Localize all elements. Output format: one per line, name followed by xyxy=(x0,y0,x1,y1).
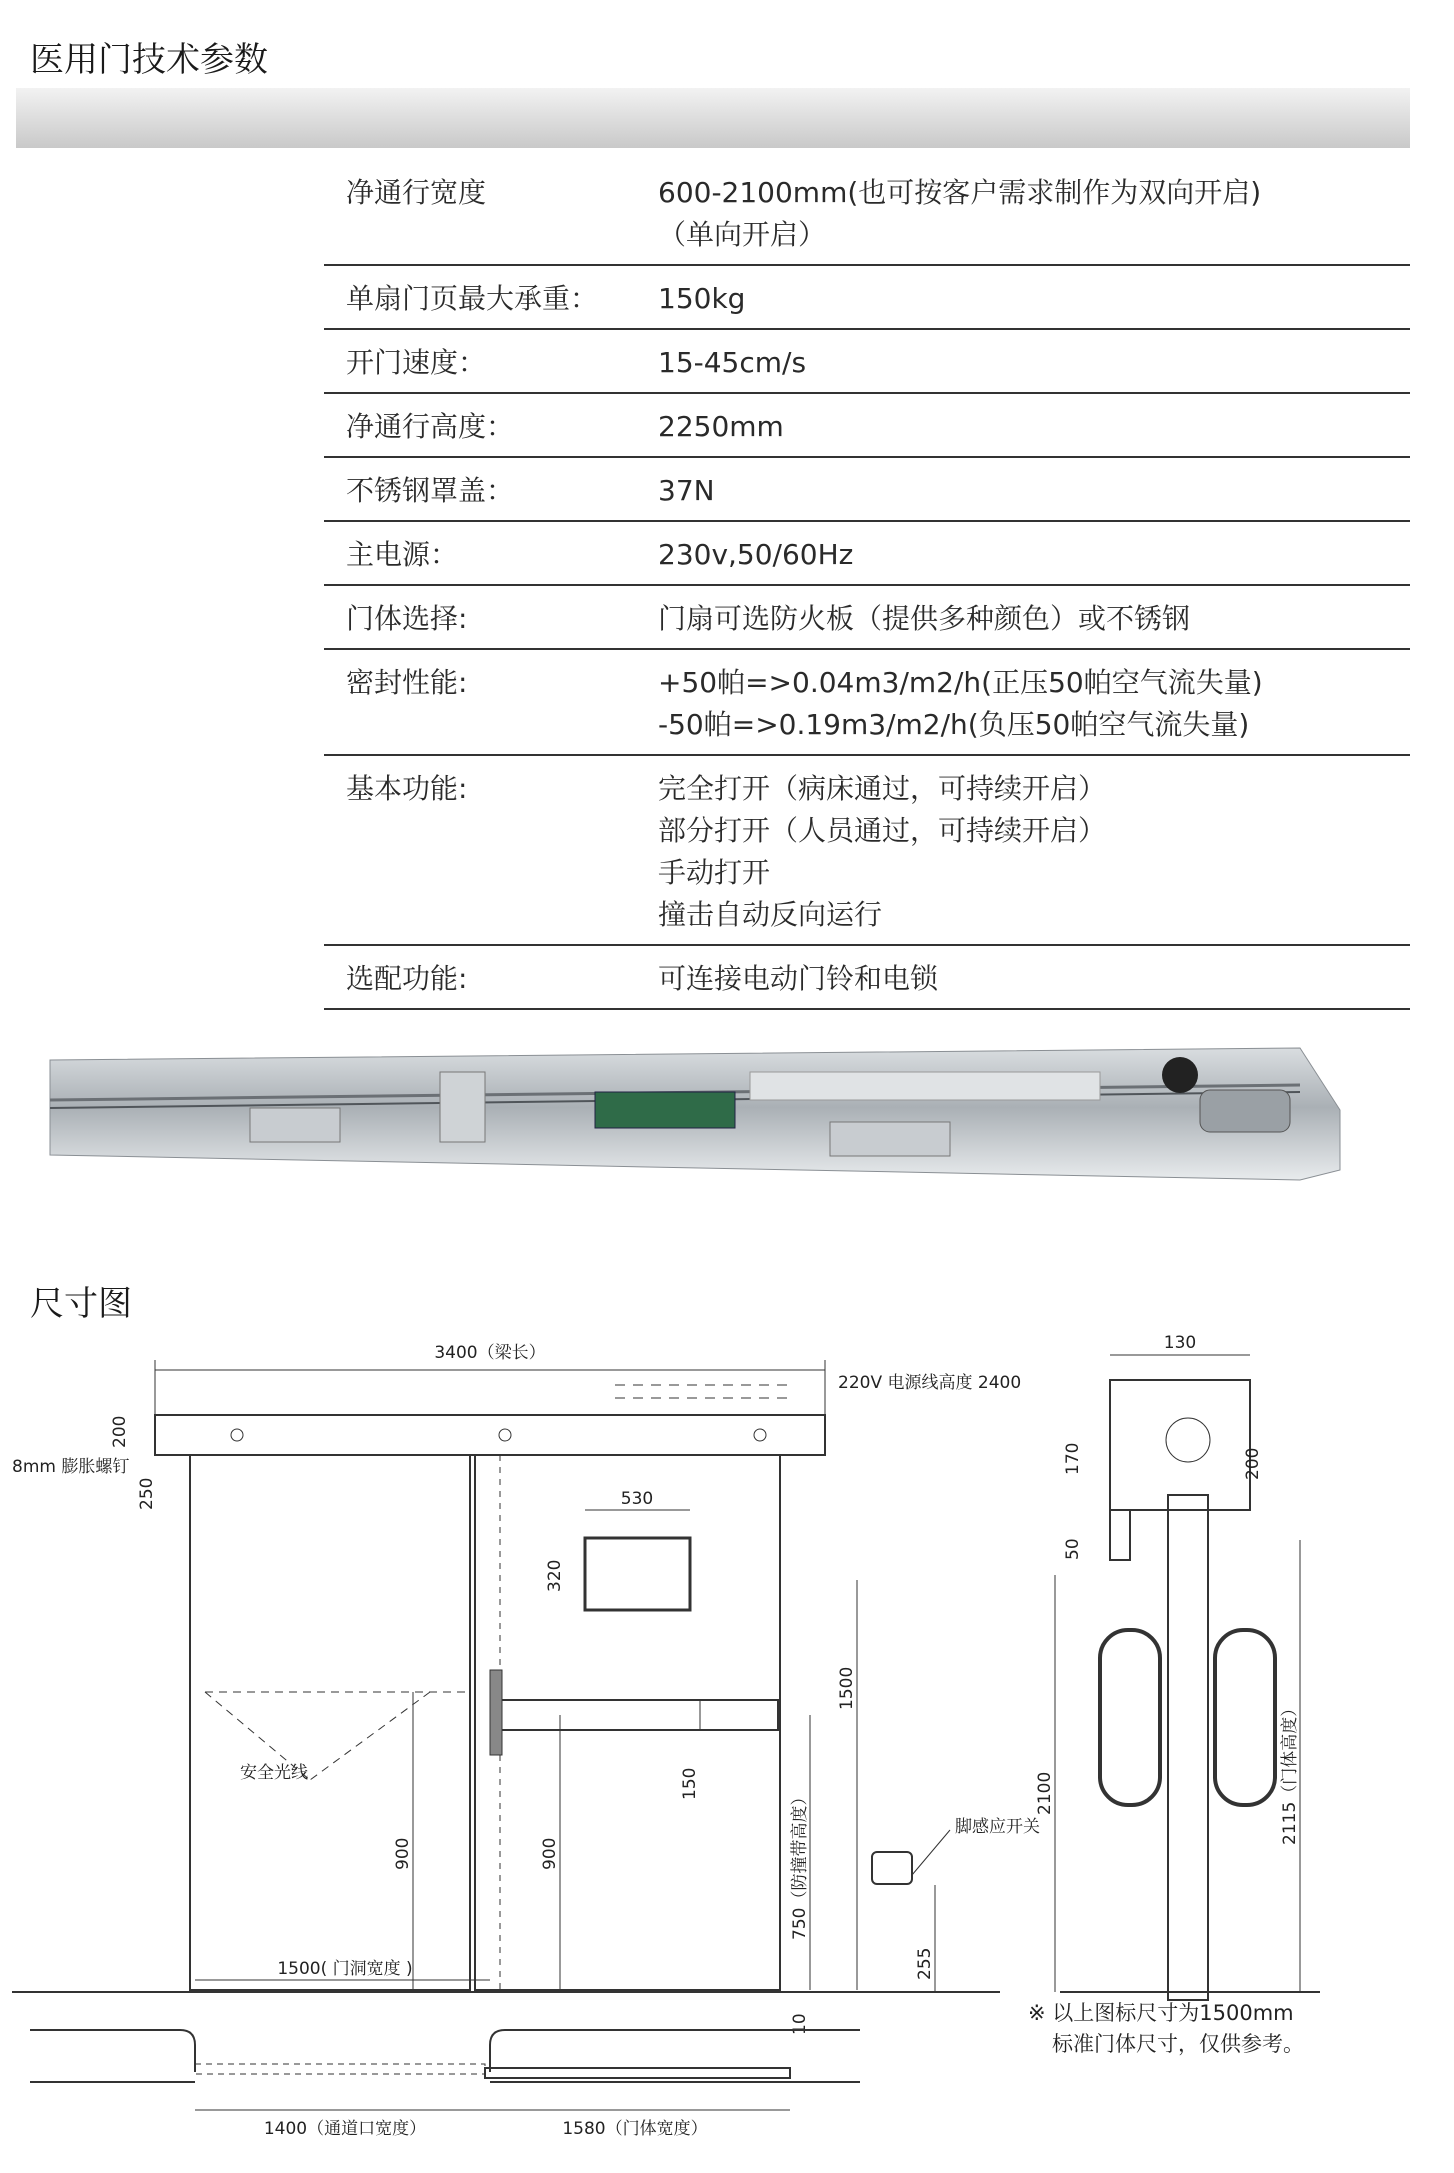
door-window xyxy=(585,1538,690,1610)
foot-switch xyxy=(872,1852,912,1884)
dim-250: 250 xyxy=(137,1477,157,1510)
spec-value-line: 可连接电动门铃和电锁 xyxy=(658,962,939,995)
spec-value xyxy=(658,534,1410,576)
spec-value-line: 撞击自动反向运行 xyxy=(658,898,883,931)
spec-value xyxy=(658,406,1410,448)
spec-row xyxy=(324,756,1410,946)
footnote xyxy=(1028,1998,1304,2060)
window-height: 320 xyxy=(545,1559,565,1592)
spec-value-line: +50帕=>0.04m3/m2/h(正压50帕空气流失量) xyxy=(658,666,1263,699)
screw-label: 8mm 膨胀螺钉 xyxy=(12,1457,130,1477)
beam xyxy=(155,1415,825,1455)
spec-row xyxy=(324,946,1410,1010)
spec-row xyxy=(324,650,1410,756)
spec-value xyxy=(658,278,1410,320)
safety-beam-label: 安全光线 xyxy=(240,1763,308,1783)
side-170: 170 xyxy=(1063,1442,1083,1475)
spec-value-line: -50帕=>0.19m3/m2/h(负压50帕空气流失量) xyxy=(658,708,1250,741)
page-title: 医用门技术参数 xyxy=(30,40,268,80)
spec-table xyxy=(324,160,1410,1010)
door-width-label: 1580（门体宽度） xyxy=(562,2119,708,2139)
section-title: 尺寸图 xyxy=(30,1284,132,1324)
dim-900-left: 900 xyxy=(393,1837,413,1870)
spec-value xyxy=(658,662,1410,746)
side-200: 200 xyxy=(1243,1447,1263,1480)
spec-value-line: 2250mm xyxy=(658,410,784,443)
spec-label: 门体选择: xyxy=(346,602,468,635)
plan-door xyxy=(485,2068,790,2078)
spec-label: 选配功能: xyxy=(346,962,468,995)
right-door xyxy=(475,1455,780,1990)
spec-value xyxy=(658,598,1410,640)
window-width: 530 xyxy=(620,1489,654,1509)
note-line: 标准门体尺寸，仅供参考。 xyxy=(1052,2032,1304,2056)
spec-value-line: 230v,50/60Hz xyxy=(658,538,854,571)
dimension-drawing xyxy=(0,1330,1454,2139)
spec-value-line: 600-2100mm(也可按客户需求制作为双向开启) xyxy=(658,176,1262,209)
operator-photo xyxy=(50,1030,1350,1200)
spec-value-line: 部分打开（人员通过，可持续开启） xyxy=(658,814,1107,847)
spec-label: 开门速度： xyxy=(346,346,487,379)
opening-width-label: 1500( 门洞宽度 ) xyxy=(277,1959,413,1979)
spec-label: 基本功能: xyxy=(346,772,468,805)
spec-value-line: 37N xyxy=(658,474,715,507)
foot-switch-label: 脚感应开关 xyxy=(955,1817,1040,1837)
spec-row xyxy=(324,266,1410,330)
dim-255: 255 xyxy=(915,1947,935,1980)
door-handle xyxy=(490,1670,502,1755)
spec-value-line: 手动打开 xyxy=(658,856,771,889)
dim-10: 10 xyxy=(790,2013,810,2035)
spec-value xyxy=(658,172,1410,256)
side-50: 50 xyxy=(1063,1538,1083,1560)
spec-row xyxy=(324,330,1410,394)
note-line: ※ 以上图标尺寸为1500mm xyxy=(1028,2001,1294,2025)
left-door xyxy=(190,1455,470,1990)
side-housing xyxy=(1110,1380,1250,1510)
spec-row xyxy=(324,394,1410,458)
dim-200: 200 xyxy=(110,1415,130,1448)
spec-value-line: 15-45cm/s xyxy=(658,346,807,379)
title-band xyxy=(16,88,1410,148)
side-door-leaf xyxy=(1168,1495,1208,2000)
spec-label: 不锈钢罩盖： xyxy=(346,474,515,507)
beam-length-label: 3400（梁长） xyxy=(434,1343,546,1363)
dim-150: 150 xyxy=(680,1767,700,1800)
side-130: 130 xyxy=(1163,1333,1197,1353)
side-2100: 2100 xyxy=(1035,1771,1055,1815)
spec-label: 主电源： xyxy=(346,538,459,571)
guard-height-label: 750（防撞带高度） xyxy=(790,1788,810,1940)
bumper-strip xyxy=(498,1700,778,1730)
side-2115: 2115（门体高度） xyxy=(1280,1699,1300,1845)
spec-value-line: 完全打开（病床通过，可持续开启） xyxy=(658,772,1107,805)
spec-value-line: 150kg xyxy=(658,282,746,315)
spec-label: 净通行宽度 xyxy=(346,176,487,209)
spec-row xyxy=(324,160,1410,266)
spec-value-line: 门扇可选防火板（提供多种颜色）或不锈钢 xyxy=(658,602,1191,635)
spec-row xyxy=(324,458,1410,522)
dim-1500: 1500 xyxy=(837,1666,857,1710)
spec-label: 密封性能: xyxy=(346,666,468,699)
spec-label: 净通行高度： xyxy=(346,410,515,443)
spec-value xyxy=(658,768,1410,936)
spec-row xyxy=(324,522,1410,586)
dim-900-right: 900 xyxy=(540,1837,560,1870)
power-line-label: 220V 电源线高度 2400 xyxy=(838,1373,1022,1393)
spec-label: 单扇门页最大承重： xyxy=(346,282,599,315)
spec-value-line: （单向开启） xyxy=(658,218,827,251)
spec-row xyxy=(324,586,1410,650)
spec-value xyxy=(658,958,1410,1000)
spec-value xyxy=(658,342,1410,384)
spec-value xyxy=(658,470,1410,512)
passage-width-label: 1400（通道口宽度） xyxy=(263,2119,427,2139)
